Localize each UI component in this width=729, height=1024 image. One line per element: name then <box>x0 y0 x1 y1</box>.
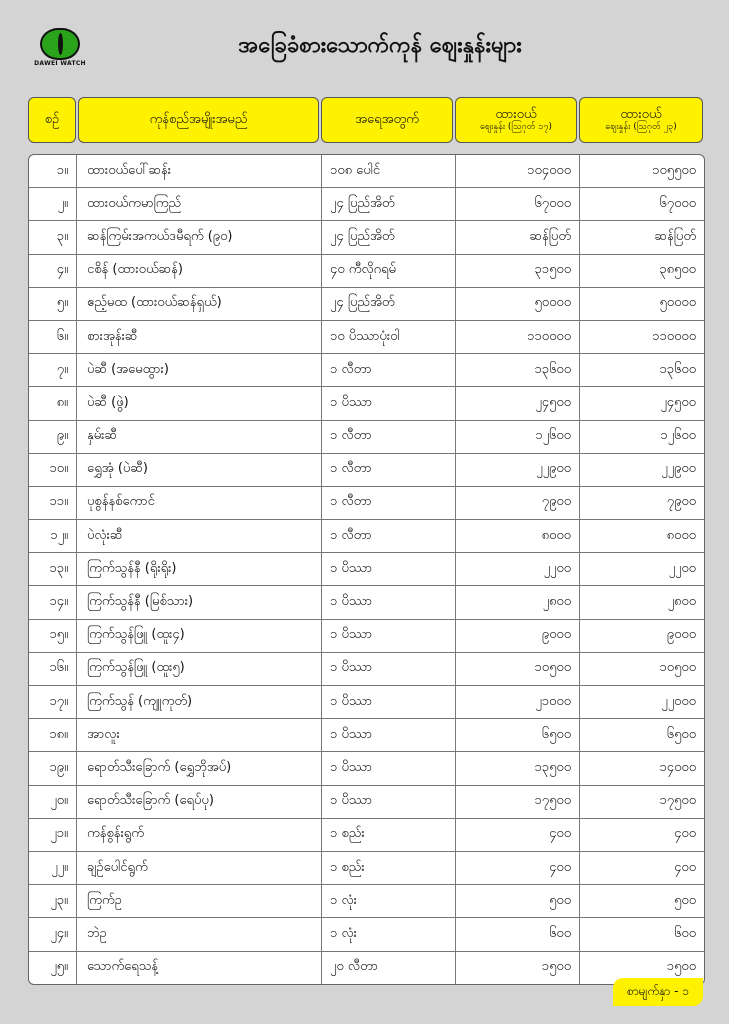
row-number: ၁။ <box>29 155 77 187</box>
item-name: အာလူး <box>77 719 322 751</box>
row-number: ၁၆။ <box>29 653 77 685</box>
price-aug17: ၁၁၀၀၀၀ <box>456 321 580 353</box>
price-aug17: ၄၀၀ <box>456 819 580 851</box>
price-aug17: ၅၀၀ <box>456 885 580 917</box>
row-number: ၈။ <box>29 387 77 419</box>
item-unit: ၁ ပိဿာ <box>322 752 456 784</box>
row-number: ၁၇။ <box>29 686 77 718</box>
header-price-2: ထားဝယ် ဈေးနှုန်း (ဩဂုတ် ၂၃) <box>579 97 703 143</box>
page-title: အခြေခံစားသောက်ကုန် ဈေးနှုန်းများ <box>238 33 522 58</box>
item-name: ရောတ်သီးခြောက် (ရေပ်ပု) <box>77 786 322 818</box>
row-number: ၁၂။ <box>29 520 77 552</box>
table-row <box>29 852 704 885</box>
row-number: ၂၃။ <box>29 885 77 917</box>
price-aug17: ၂၄၅၀၀ <box>456 387 580 419</box>
price-aug23: ၂၂၉၀၀ <box>661 461 696 477</box>
row-number: ၅။ <box>29 288 77 320</box>
price-aug23: ၁၀၅၀၀ <box>659 660 696 676</box>
row-number: ၂။ <box>29 188 77 220</box>
price-aug23: ၁၀၅၅၀၀ <box>652 162 696 178</box>
table-row <box>29 188 704 221</box>
row-number: ၉။ <box>29 421 77 453</box>
logo-text: DAWEI WATCH <box>34 60 86 67</box>
price-aug23: ၅၀၀၀၀ <box>659 295 696 311</box>
table-row <box>29 752 704 785</box>
price-aug17: ၈၀၀၀ <box>456 520 580 552</box>
item-name: ဘဲဥ <box>77 918 322 950</box>
item-unit: ၁ လုံး <box>322 918 456 950</box>
item-name: ထားဝယ်ပေါ်ဆန်း <box>77 155 322 187</box>
price-aug17: ၂၂၀၀ <box>456 553 580 585</box>
header-no: စဉ် <box>28 97 76 143</box>
price-aug23: ၈၀၀၀ <box>666 527 696 543</box>
price-aug17: ၁၃၆၀၀ <box>456 354 580 386</box>
row-number: ၆။ <box>29 321 77 353</box>
price-aug17: ၆၀၀ <box>456 918 580 950</box>
price-aug23: ၆၅၀၀ <box>666 726 696 742</box>
price-aug17: ၁၀၄၀၀၀ <box>456 155 580 187</box>
item-unit: ၁ ပိဿာ <box>322 553 456 585</box>
table-row <box>29 354 704 387</box>
item-name: ပုစွန်နစ်ကောင် <box>77 487 322 519</box>
item-name: ကြက်သွန် (ကျူကုတ်) <box>77 686 322 718</box>
item-unit: ၁ ပိဿာ <box>322 620 456 652</box>
item-name: ကြက်သွန်နီ (မြစ်သား) <box>77 586 322 618</box>
brand-logo <box>30 28 86 68</box>
row-number: ၁၉။ <box>29 752 77 784</box>
price-aug23: ၇၉၀၀ <box>666 494 696 510</box>
row-number: ၁၀။ <box>29 454 77 486</box>
item-unit: ၁ ပိဿာ <box>322 387 456 419</box>
item-name: ကြက်သွန်နီ (ရိုးရိုး) <box>77 553 322 585</box>
table-row <box>29 387 704 420</box>
price-aug23: ၉၀၀၀ <box>666 627 696 643</box>
price-aug17: ၉၀၀၀ <box>456 620 580 652</box>
price-aug23: ၁၄၀၀၀ <box>659 759 696 775</box>
price-aug17: ၁၅၀၀ <box>456 952 580 984</box>
item-unit: ၄၀ ကီလိုဂရမ် <box>322 255 456 287</box>
item-unit: ၁ လီတာ <box>322 520 456 552</box>
row-number: ၁၈။ <box>29 719 77 751</box>
price-aug17: ၁၃၅၀၀ <box>456 752 580 784</box>
row-number: ၂၄။ <box>29 918 77 950</box>
price-aug17: ၇၉၀၀ <box>456 487 580 519</box>
header-unit: အရေအတွက် <box>321 97 453 143</box>
item-name: ကြက်သွန်ဖြူ (ထူး၄) <box>77 620 322 652</box>
table-row <box>29 255 704 288</box>
table-row <box>29 454 704 487</box>
table-row <box>29 885 704 918</box>
price-aug23: ၅၀၀ <box>674 892 696 908</box>
price-aug17: ဆန်ပြတ် <box>456 221 580 253</box>
item-unit: ၁ စည်း <box>322 819 456 851</box>
row-number: ၂၁။ <box>29 819 77 851</box>
item-unit: ၁ လီတာ <box>322 487 456 519</box>
eye-icon <box>40 28 80 60</box>
price-aug23: ၃၈၅၀၀ <box>659 262 696 278</box>
item-name: ပဲလုံးဆီ <box>77 520 322 552</box>
price-aug23: ၂၂၀၀၀ <box>661 693 696 709</box>
item-unit: ၂၄ ပြည်အိတ် <box>322 221 456 253</box>
table-row <box>29 918 704 951</box>
item-name: ကန်စွန်းရွက် <box>77 819 322 851</box>
item-unit: ၂၄ ပြည်အိတ် <box>322 288 456 320</box>
price-aug23: ၁၅၀၀ <box>666 959 696 975</box>
row-number: ၁၃။ <box>29 553 77 585</box>
row-number: ၂၂။ <box>29 852 77 884</box>
price-aug23: ဆန်ပြတ် <box>654 228 696 244</box>
item-unit: ၁၀ ပိဿာပုံးဝါ <box>322 321 456 353</box>
item-name: ချဉ်ပေါင်ရွက် <box>77 852 322 884</box>
item-name: ပဲဆီ (အမေထွား) <box>77 354 322 386</box>
table-row <box>29 221 704 254</box>
price-aug17: ၆၇၀၀၀ <box>456 188 580 220</box>
price-aug17: ၂၂၉၀၀ <box>456 454 580 486</box>
price-aug23: ၁၂၆၀၀ <box>660 428 696 444</box>
price-aug23: ၆၇၀၀၀ <box>659 195 696 211</box>
price-aug23: ၄၀၀ <box>674 859 696 875</box>
row-number: ၂၅။ <box>29 952 77 984</box>
table-row <box>29 421 704 454</box>
item-name: ရွှေအုံ (ပဲဆီ) <box>77 454 322 486</box>
item-unit: ၁ လီတာ <box>322 421 456 453</box>
row-number: ၁၄။ <box>29 586 77 618</box>
item-unit: ၁ ပိဿာ <box>322 653 456 685</box>
price-aug23: ၂၄၅၀၀ <box>660 394 696 410</box>
item-unit: ၁ ပိဿာ <box>322 719 456 751</box>
table-row <box>29 553 704 586</box>
table-row <box>29 288 704 321</box>
price-aug17: ၁၂၆၀၀ <box>456 421 580 453</box>
item-name: ထားဝယ်ကမာကြည် <box>77 188 322 220</box>
table-row <box>29 686 704 719</box>
price-aug23: ၁၃၆၀၀ <box>659 361 696 377</box>
price-aug23: ၆၀၀ <box>674 925 696 941</box>
table-row <box>29 653 704 686</box>
item-unit: ၁ လုံး <box>322 885 456 917</box>
item-unit: ၁ ပိဿာ <box>322 786 456 818</box>
price-aug17: ၂၈၀၀ <box>456 586 580 618</box>
price-aug23: ၄၀၀ <box>674 826 696 842</box>
price-aug17: ၃၁၅၀၀ <box>456 255 580 287</box>
table-row <box>29 819 704 852</box>
item-unit: ၁ ပိဿာ <box>322 586 456 618</box>
item-name: ကြက်သွန်ဖြူ (ထူး၅) <box>77 653 322 685</box>
item-name: ငစိန် (ထားဝယ်ဆန်) <box>77 255 322 287</box>
item-name: ကြက်ဥ <box>77 885 322 917</box>
item-name: သောက်ရေသန့် <box>77 952 322 984</box>
row-number: ၂၀။ <box>29 786 77 818</box>
page-number-badge: စာမျက်နှာ - ၁ <box>613 978 703 1006</box>
price-table <box>28 154 705 985</box>
item-name: ဧည့်မထ (ထားဝယ်ဆန်ရှယ်) <box>77 288 322 320</box>
table-row <box>29 520 704 553</box>
price-aug17: ၆၅၀၀ <box>456 719 580 751</box>
table-row <box>29 155 704 188</box>
price-aug17: ၁၇၅၀၀ <box>456 786 580 818</box>
item-name: စားအုန်းဆီ <box>77 321 322 353</box>
item-unit: ၁ ပိဿာ <box>322 686 456 718</box>
header-price-1: ထားဝယ် ဈေးနှုန်း (ဩဂုတ် ၁၇) <box>455 97 577 143</box>
item-name: ဆန်ကြမ်းအကယ်ဒမီရက် (၉၀) <box>77 221 322 253</box>
row-number: ၄။ <box>29 255 77 287</box>
table-row <box>29 321 704 354</box>
item-unit: ၁၀၈ ပေါင် <box>322 155 456 187</box>
table-row <box>29 586 704 619</box>
price-aug17: ၅၀၀၀၀ <box>456 288 580 320</box>
item-name: ရောတ်သီးခြောက် (ရွှေဘိုအပ်) <box>77 752 322 784</box>
price-aug23: ၁၇၅၀၀ <box>659 793 696 809</box>
item-unit: ၁ လီတာ <box>322 354 456 386</box>
price-aug23: ၁၁၀၀၀၀ <box>652 328 696 344</box>
item-unit: ၂၀ လီတာ <box>322 952 456 984</box>
row-number: ၁၁။ <box>29 487 77 519</box>
item-unit: ၂၄ ပြည်အိတ် <box>322 188 456 220</box>
row-number: ၇။ <box>29 354 77 386</box>
price-aug23: ၂၈၀၀ <box>667 594 696 610</box>
item-name: နှမ်းဆီ <box>77 421 322 453</box>
table-row <box>29 952 704 984</box>
price-aug23: ၂၂၀၀ <box>668 560 696 576</box>
table-row <box>29 786 704 819</box>
table-row <box>29 719 704 752</box>
header-item: ကုန်စည်အမျိုးအမည် <box>78 97 319 143</box>
price-aug17: ၁၀၅၀၀ <box>456 653 580 685</box>
price-aug17: ၄၀၀ <box>456 852 580 884</box>
table-row <box>29 620 704 653</box>
item-unit: ၁ စည်း <box>322 852 456 884</box>
row-number: ၃။ <box>29 221 77 253</box>
row-number: ၁၅။ <box>29 620 77 652</box>
table-row <box>29 487 704 520</box>
item-name: ပဲဆီ (ဖွဲ) <box>77 387 322 419</box>
item-unit: ၁ လီတာ <box>322 454 456 486</box>
price-aug17: ၂၁၀၀၀ <box>456 686 580 718</box>
